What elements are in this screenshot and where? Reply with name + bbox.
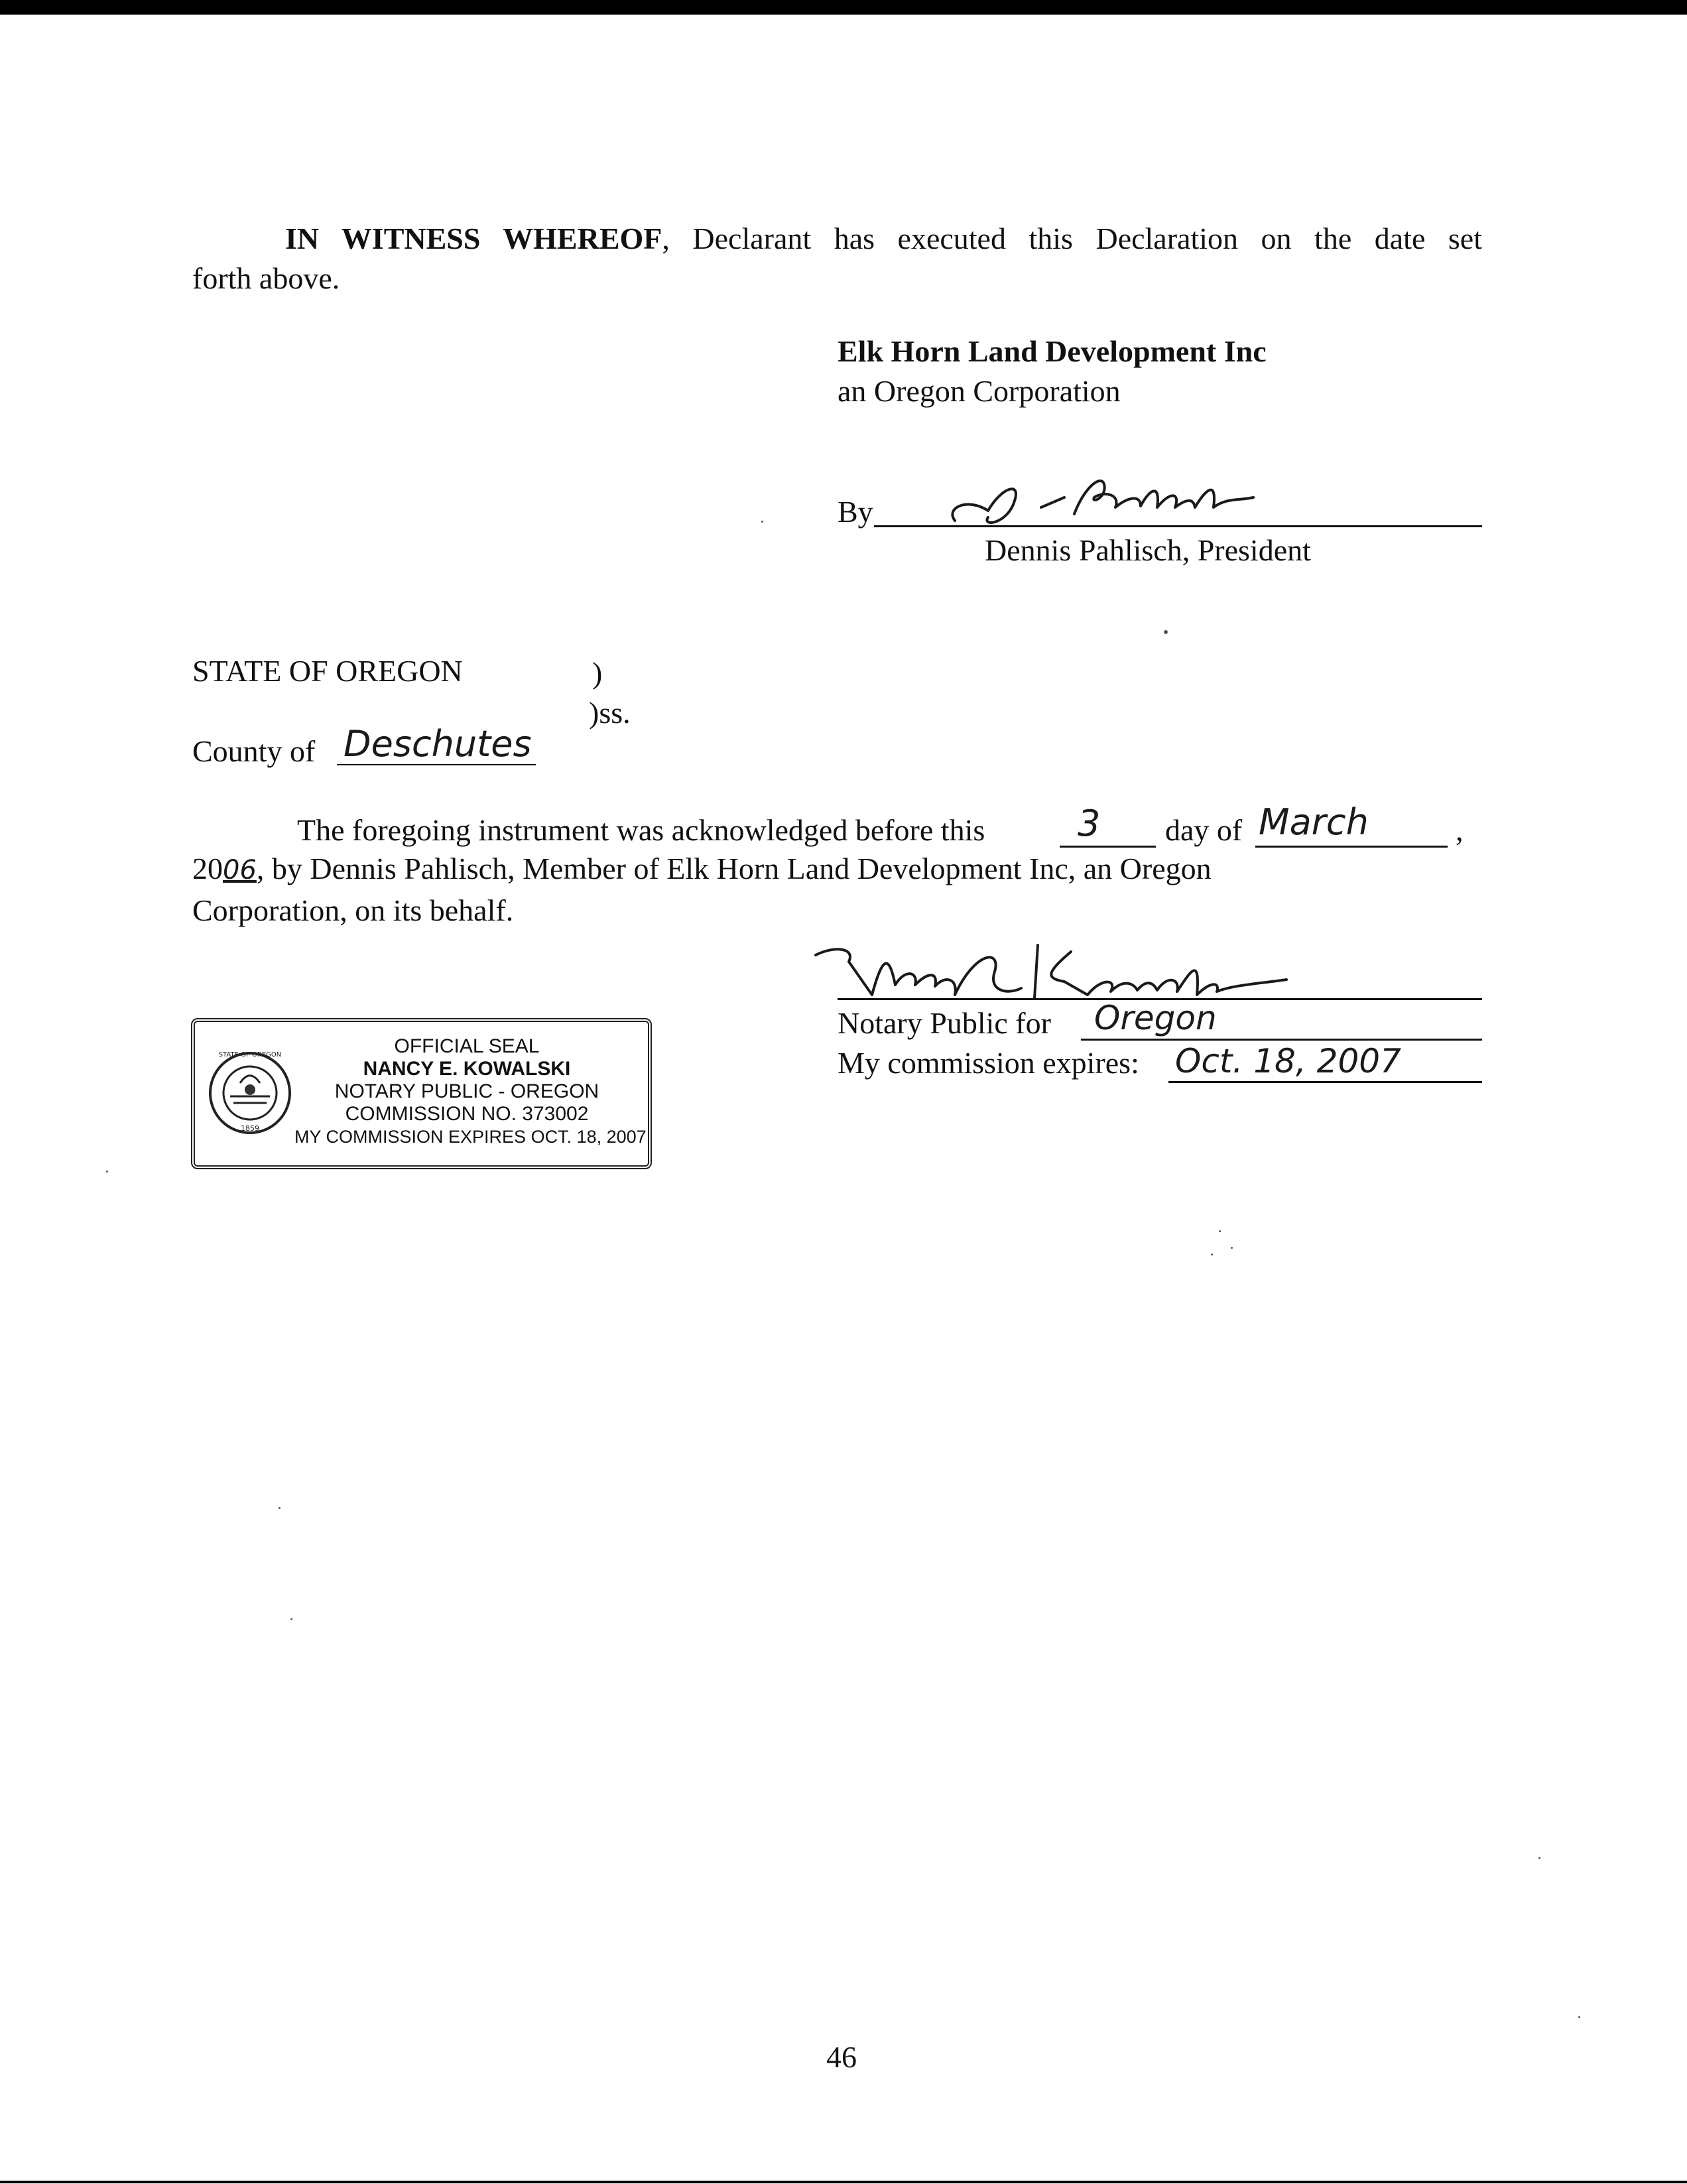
scan-speck (1164, 630, 1168, 634)
ack-line-3: Corporation, on its behalf. (192, 893, 514, 927)
county-underline (337, 764, 536, 765)
scan-speck (1219, 1230, 1221, 1232)
ack-month-line (1255, 846, 1448, 848)
witness-rest: , Declarant has executed this Declaration on the date set (662, 222, 1482, 255)
venue-paren: ) (592, 656, 603, 690)
scan-speck (1538, 1857, 1540, 1859)
president-signature (942, 461, 1286, 534)
company-type: an Oregon Corporation (838, 374, 1121, 408)
seal-line-2: NANCY E. KOWALSKI (363, 1058, 571, 1080)
notary-expires-value: Oct. 18, 2007 (1175, 1042, 1401, 1080)
page-number: 46 (826, 2040, 857, 2074)
notary-public-for-value: Oregon (1094, 999, 1217, 1037)
official-seal-stamp (191, 1018, 652, 1169)
ack-day-value: 3 (1078, 803, 1101, 844)
ack-line-1a: The foregoing instrument was acknowledged before this (297, 813, 985, 847)
county-value: Deschutes (344, 723, 532, 765)
venue-ss: )ss. (589, 696, 631, 730)
ack-line-1c: , (1456, 813, 1464, 847)
seal-emblem-year: 1859 (241, 1124, 259, 1133)
seal-line-1: OFFICIAL SEAL (394, 1035, 540, 1057)
notary-signature (809, 932, 1300, 1005)
notary-expires-line (1168, 1081, 1482, 1083)
seal-text-block (294, 1035, 647, 1148)
seal-line-5: MY COMMISSION EXPIRES OCT. 18, 2007 (294, 1127, 647, 1147)
ack-line-2 (192, 849, 1212, 890)
seal-line-4: COMMISSION NO. 373002 (345, 1103, 589, 1125)
county-label: County of (192, 734, 316, 768)
ack-year-prefix: 20 (192, 852, 223, 885)
scan-speck (761, 521, 763, 523)
seal-emblem-state: STATE OF OREGON (218, 1051, 282, 1059)
scan-speck (106, 1171, 108, 1173)
seal-line-3: NOTARY PUBLIC - OREGON (334, 1080, 599, 1102)
scan-bottom-border (0, 2181, 1687, 2183)
by-label: By (838, 495, 873, 529)
scan-speck (1231, 1247, 1233, 1249)
witness-line-2: forth above. (192, 261, 340, 295)
scan-speck (1578, 2016, 1580, 2018)
ack-year-value: 06 (223, 855, 257, 885)
ack-month-value: March (1259, 801, 1369, 843)
scan-speck (290, 1618, 292, 1620)
scan-top-border (0, 0, 1687, 15)
ack-line-1b: day of (1165, 813, 1243, 847)
oregon-state-seal-icon (207, 1037, 293, 1149)
scan-speck (279, 1507, 281, 1509)
witness-line-1 (285, 219, 1482, 259)
ack-day-line (1060, 846, 1156, 848)
company-name: Elk Horn Land Development Inc (838, 334, 1267, 368)
ack-line-2-rest: , by Dennis Pahlisch, Member of Elk Horn Land Development Inc, an Oregon (256, 852, 1212, 885)
scan-speck (1211, 1253, 1213, 1255)
notary-expires-label: My commission expires: (838, 1046, 1139, 1080)
notary-public-for-line (1081, 1039, 1482, 1041)
state-label: STATE OF OREGON (192, 654, 463, 688)
witness-lead: IN WITNESS WHEREOF (285, 222, 662, 255)
signer-name: Dennis Pahlisch, President (985, 533, 1311, 567)
notary-public-for-label: Notary Public for (838, 1006, 1051, 1040)
